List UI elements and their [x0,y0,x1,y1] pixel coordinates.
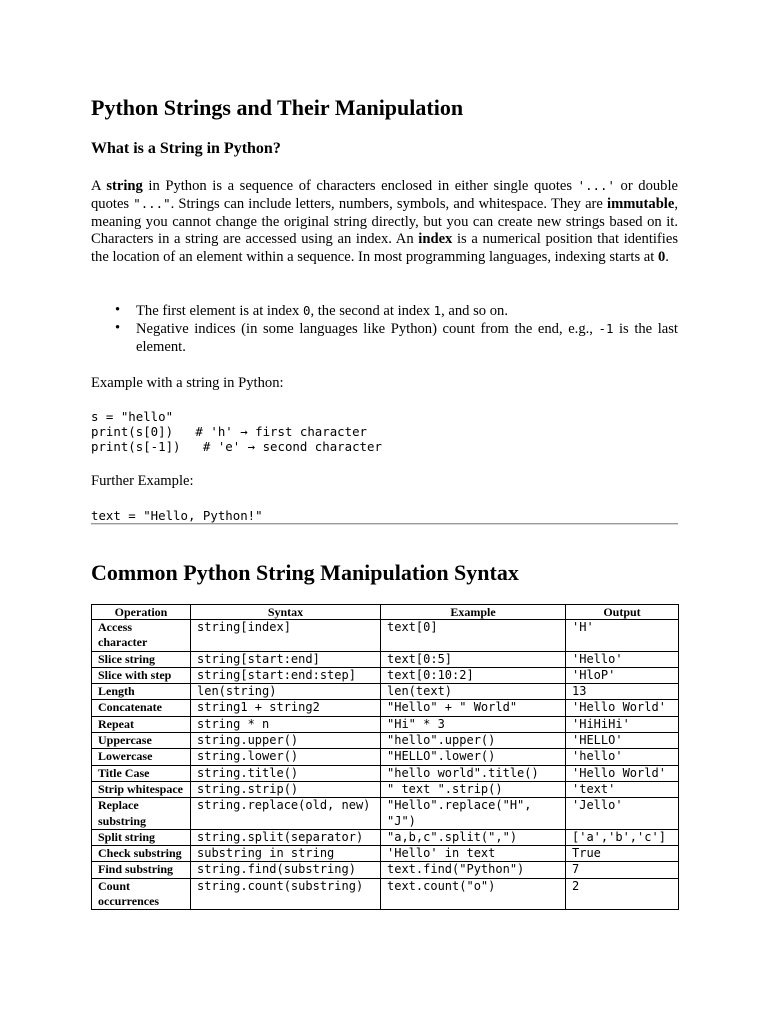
table-row [92,862,679,878]
inline-code: -1 [598,321,614,337]
further-example-code: text = "Hello, Python!" [91,508,263,523]
bullet-text: , and so on. [441,303,508,319]
example-cell: "hello world".title() [381,765,566,781]
section-title-manipulation-syntax: Common Python String Manipulation Syntax [91,560,519,585]
syntax-cell: string1 + string2 [191,700,381,716]
section-heading-what-is-string: What is a String in Python? [91,140,281,157]
syntax-cell: string.lower() [191,749,381,765]
inline-code-single-quotes: '...' [577,178,615,193]
operation-cell: Check substring [92,846,191,862]
table-row [92,716,679,732]
syntax-cell: string * n [191,716,381,732]
intro-text: A [91,178,107,194]
operation-cell: Strip whitespace [92,781,191,797]
operation-cell: Replace substring [92,798,191,830]
string-operations-table [91,604,679,910]
operation-cell: Slice with step [92,667,191,683]
syntax-cell: string[start:end] [191,651,381,667]
output-cell: 'Jello' [566,798,679,830]
intro-text: in Python is a sequence of characters enclosed in either single quotes [142,178,578,194]
example-cell: text[0] [381,620,566,652]
table-row [92,765,679,781]
further-example-label: Further Example: [91,473,194,489]
output-cell: 'HiHiHi' [566,716,679,732]
output-cell: 'HELLO' [566,733,679,749]
operation-cell: Lowercase [92,749,191,765]
operation-cell: Slice string [92,651,191,667]
example-cell: "HELLO".lower() [381,749,566,765]
inline-code: 1 [433,303,442,318]
syntax-cell: string[start:end:step] [191,667,381,683]
syntax-cell: len(string) [191,684,381,700]
syntax-cell: string.replace(old, new) [191,798,381,830]
operation-cell: Split string [92,829,191,845]
table-row [92,798,679,830]
intro-bold-zero: 0 [657,248,666,265]
table-row [92,749,679,765]
bullet-text: The first element is at index [136,303,303,319]
intro-bold-immutable: immutable [607,196,675,213]
inline-code-double-quotes: "..." [133,196,171,212]
bullet-text: , the second at index [310,303,434,319]
syntax-cell: string.split(separator) [191,829,381,845]
intro-text: , meaning you cannot change the original string directly, but you can create new strings based on it. Characters in a string are accessed using an index. An [91,196,678,248]
output-cell: 'Hello World' [566,700,679,716]
column-header-output: Output [566,605,679,620]
operation-cell: Length [92,684,191,700]
output-cell: 'H' [566,620,679,652]
table-row [92,651,679,667]
bullet-text: Negative indices (in some languages like Python) count from the end, e.g., [136,321,599,338]
list-item [136,320,678,356]
index-bullet-list [91,302,678,356]
operation-cell: Count occurrences [92,878,191,910]
operation-cell: Title Case [92,765,191,781]
example-cell: " text ".strip() [381,781,566,797]
table-body [92,620,679,910]
bullet-text: is the last element. [136,321,678,355]
output-cell: 'Hello' [566,651,679,667]
intro-text: . [665,248,669,265]
output-cell: 13 [566,684,679,700]
table-row [92,878,679,910]
example-cell: "a,b,c".split(",") [381,829,566,845]
example-code-block: s = "hello" print(s[0]) # 'h' → first character print(s[-1]) # 'e' → second character [91,409,382,455]
output-cell: 'hello' [566,749,679,765]
table-row [92,733,679,749]
example-label: Example with a string in Python: [91,375,284,391]
output-cell: 'text' [566,781,679,797]
syntax-cell: string.count(substring) [191,878,381,910]
output-cell: 2 [566,878,679,910]
example-cell: "Hello".replace("H", "J") [381,798,566,830]
horizontal-divider [91,523,678,525]
example-cell: "Hi" * 3 [381,716,566,732]
output-cell: 'Hello World' [566,765,679,781]
table-row [92,684,679,700]
operation-cell: Find substring [92,862,191,878]
table-row [92,829,679,845]
inline-code: 0 [302,303,311,318]
page-title: Python Strings and Their Manipulation [91,95,464,120]
example-cell: text[0:5] [381,651,566,667]
intro-text: . Strings can include letters, numbers, symbols, and whitespace. They are [170,196,608,213]
output-cell: 'HloP' [566,667,679,683]
example-cell: "Hello" + " World" [381,700,566,716]
syntax-cell: string.strip() [191,781,381,797]
list-item [136,302,678,320]
example-cell: text.find("Python") [381,862,566,878]
syntax-cell: string.upper() [191,733,381,749]
example-cell: "hello".upper() [381,733,566,749]
syntax-cell: string.title() [191,765,381,781]
operation-cell: Repeat [92,716,191,732]
example-cell: 'Hello' in text [381,846,566,862]
operation-cell: Uppercase [92,733,191,749]
operation-cell: Access character [92,620,191,652]
output-cell: 7 [566,862,679,878]
intro-bold-string: string [106,178,143,194]
output-cell: True [566,846,679,862]
table-row [92,667,679,683]
syntax-cell: substring in string [191,846,381,862]
output-cell: ['a','b','c'] [566,829,679,845]
column-header-example: Example [381,605,566,620]
syntax-cell: string.find(substring) [191,862,381,878]
table-row [92,620,679,652]
table-row [92,700,679,716]
example-cell: len(text) [381,684,566,700]
syntax-cell: string[index] [191,620,381,652]
intro-text: or double quotes [91,178,678,213]
intro-text: is a numerical position that identifies the location of an element within a sequence. In most programming languages, indexing starts at [91,231,678,265]
table-row [92,781,679,797]
column-header-syntax: Syntax [191,605,381,620]
table-header-row [92,605,679,620]
intro-bold-index: index [418,231,453,248]
operation-cell: Concatenate [92,700,191,716]
column-header-operation: Operation [92,605,191,620]
example-cell: text.count("o") [381,878,566,910]
table-row [92,846,679,862]
example-cell: text[0:10:2] [381,667,566,683]
intro-paragraph [91,177,678,266]
